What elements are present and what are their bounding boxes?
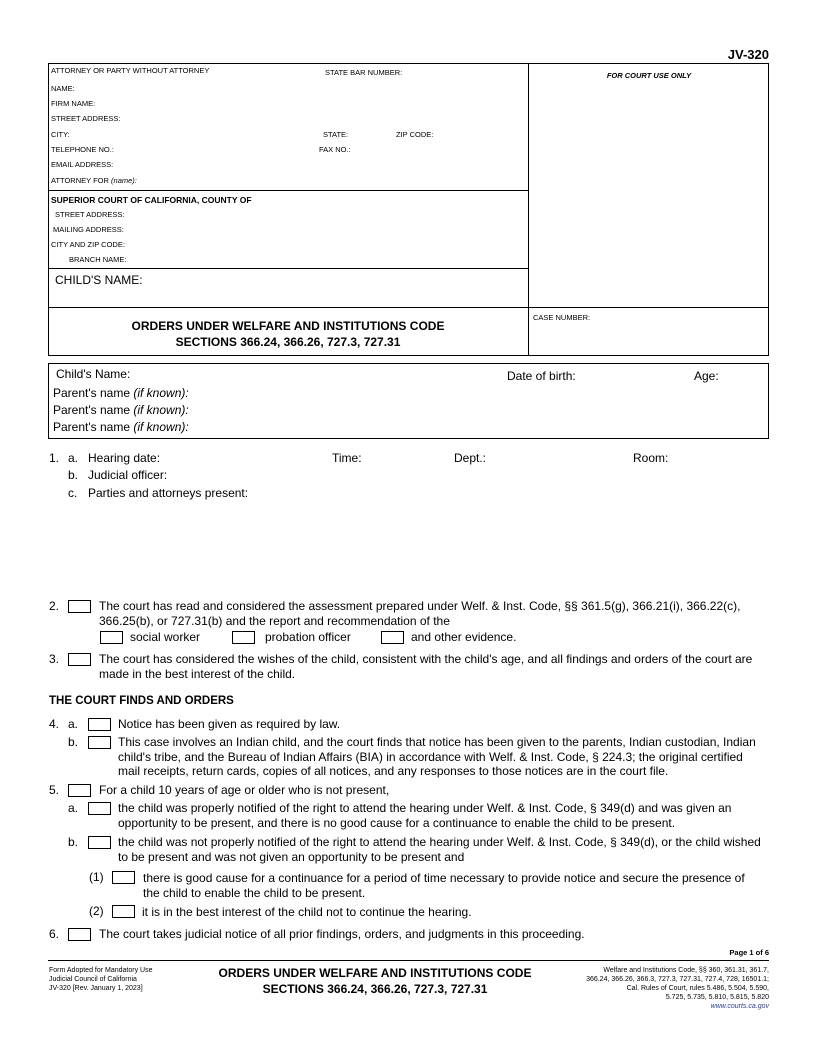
- room-label: Room:: [633, 451, 669, 465]
- court-city-zip-label: CITY AND ZIP CODE:: [51, 240, 125, 249]
- item3-number: 3.: [49, 652, 60, 666]
- court-mailing-label: MAILING ADDRESS:: [53, 225, 124, 234]
- parent-name-2: Parent's name (if known):: [53, 403, 189, 417]
- item5b1-text: there is good cause for a continuance for a period of time necessary to provide notice and secure the presence of the child to enable the child to be present.: [143, 871, 745, 900]
- page-number: Page 1 of 6: [729, 948, 769, 957]
- item5a-letter: a.: [68, 801, 79, 815]
- item5b2-text: it is in the best interest of the child not to continue the hearing.: [142, 905, 472, 919]
- item1-number: 1.: [49, 451, 60, 465]
- caption-childs-name-label: CHILD'S NAME:: [55, 273, 143, 287]
- item4b-checkbox[interactable]: [88, 736, 111, 749]
- item1b-letter: b.: [68, 468, 79, 482]
- case-number-label: CASE NUMBER:: [533, 313, 591, 322]
- form-title: ORDERS UNDER WELFARE AND INSTITUTIONS CODE SECTIONS 366.24, 366.26, 727.3, 727.31: [131, 319, 445, 349]
- date-of-birth-label: Date of birth:: [507, 369, 576, 383]
- item2-checkbox[interactable]: [68, 600, 91, 613]
- social-worker-label: social worker: [130, 630, 201, 644]
- item4-number: 4.: [49, 717, 60, 731]
- item5b-text: the child was not properly notified of the right to attend the hearing under Welf. & Inst. Code, § 349(d), or the child wished to be present and was not given an opportunity to be present and: [118, 835, 761, 864]
- item4b-letter: b.: [68, 735, 79, 749]
- court-street-label: STREET ADDRESS:: [55, 210, 125, 219]
- item2-text: The court has read and considered the assessment prepared under Welf. & Inst. Code, §§ 361.5(g), 366.21(i), 366.22(c), 366.25(b), or 727.31(b) and the report and recommendation of the: [99, 599, 741, 628]
- footer-title: ORDERS UNDER WELFARE AND INSTITUTIONS CODE SECTIONS 366.24, 366.26, 727.3, 727.31: [218, 966, 532, 996]
- parent-name-3: Parent's name (if known):: [53, 420, 189, 434]
- item5-text: For a child 10 years of age or older who is not present,: [99, 783, 390, 797]
- item5a-checkbox[interactable]: [88, 802, 111, 815]
- item5b1-number: (1): [89, 870, 104, 884]
- item4a-checkbox[interactable]: [88, 718, 111, 731]
- caption-box: [48, 63, 769, 356]
- attorney-for-label: ATTORNEY FOR (name):: [51, 176, 137, 185]
- item5-checkbox[interactable]: [68, 784, 91, 797]
- item5b2-checkbox[interactable]: [112, 905, 135, 918]
- court-title: SUPERIOR COURT OF CALIFORNIA, COUNTY OF: [51, 195, 252, 205]
- firm-name-label: FIRM NAME:: [51, 99, 96, 108]
- footer-left: Form Adopted for Mandatory Use Judicial Council of California JV-320 [Rev. January 1, 2023]: [49, 967, 153, 992]
- item5b2-number: (2): [89, 904, 104, 918]
- court-branch-label: BRANCH NAME:: [69, 255, 127, 264]
- judicial-officer-label: Judicial officer:: [88, 468, 168, 482]
- age-label: Age:: [694, 369, 719, 383]
- fax-label: FAX NO.:: [319, 145, 351, 154]
- street-address-label: STREET ADDRESS:: [51, 114, 121, 123]
- state-bar-label: STATE BAR NUMBER:: [325, 68, 403, 77]
- other-evidence-label: and other evidence.: [411, 630, 517, 644]
- other-evidence-checkbox[interactable]: [381, 631, 404, 644]
- telephone-label: TELEPHONE NO.:: [51, 145, 114, 154]
- probation-officer-label: probation officer: [265, 630, 351, 644]
- for-court-use-label: FOR COURT USE ONLY: [606, 71, 692, 80]
- website-link[interactable]: www.courts.ca.gov: [710, 1003, 769, 1010]
- item3-text: The court has considered the wishes of the child, consistent with the child's age, and all findings and orders of the court are made in the best interest of the child.: [99, 652, 753, 681]
- item4a-letter: a.: [68, 717, 79, 731]
- item5b-checkbox[interactable]: [88, 836, 111, 849]
- item2-number: 2.: [49, 599, 60, 613]
- parties-label: Parties and attorneys present:: [88, 486, 249, 500]
- name-label: NAME:: [51, 84, 75, 93]
- state-label: STATE:: [323, 130, 349, 139]
- item6-text: The court takes judicial notice of all prior findings, orders, and judgments in this proceeding.: [99, 927, 585, 941]
- item1a-letter: a.: [68, 451, 79, 465]
- probation-officer-checkbox[interactable]: [232, 631, 255, 644]
- attorney-label: ATTORNEY OR PARTY WITHOUT ATTORNEY: [51, 66, 210, 75]
- dept-label: Dept.:: [454, 451, 487, 465]
- item4b-text: This case involves an Indian child, and the court finds that notice has been given to the parents, Indian custodian, Indian child's tribe, and the Bureau of Indian Affairs (BIA) in accordance with Welf. & Inst. Code, § 224.3; the original certified mail receipts, return cards, copies of all notices, and any responses to those notices are in the court file.: [118, 735, 756, 778]
- footer-right: Welfare and Institutions Code, §§ 360, 361.31, 361.7, 366.24, 366.26, 366.3, 727.3, 727.31, 727.4, 728, 16501.1; Cal. Rules of Court, rules 5.486, 5.504, 5.590, 5.725, 5.735, 5.810, 5.815, 5.820 www.courts.ca.gov: [540, 966, 769, 1011]
- city-label: CITY:: [51, 130, 70, 139]
- time-label: Time:: [332, 451, 362, 465]
- zip-code-label: ZIP CODE:: [396, 130, 434, 139]
- item5-number: 5.: [49, 783, 60, 797]
- item1c-letter: c.: [68, 486, 78, 500]
- item6-number: 6.: [49, 927, 60, 941]
- item5a-text: the child was properly notified of the right to attend the hearing under Welf. & Inst. Code, § 349(d) and was given an opportunity to be present, and there is no good cause for a continuance to enable the child to be present.: [118, 801, 732, 830]
- item6-checkbox[interactable]: [68, 928, 91, 941]
- hearing-date-label: Hearing date:: [88, 451, 161, 465]
- item5b-letter: b.: [68, 835, 79, 849]
- form-id: JV-320: [727, 47, 769, 62]
- item4a-text: Notice has been given as required by law.: [118, 717, 341, 731]
- parent-name-1: Parent's name (if known):: [53, 386, 189, 400]
- social-worker-checkbox[interactable]: [100, 631, 123, 644]
- email-label: EMAIL ADDRESS:: [51, 160, 114, 169]
- section-heading: THE COURT FINDS AND ORDERS: [49, 695, 234, 707]
- item3-checkbox[interactable]: [68, 653, 91, 666]
- child-name-label: Child's Name:: [56, 367, 131, 381]
- item5b1-checkbox[interactable]: [112, 871, 135, 884]
